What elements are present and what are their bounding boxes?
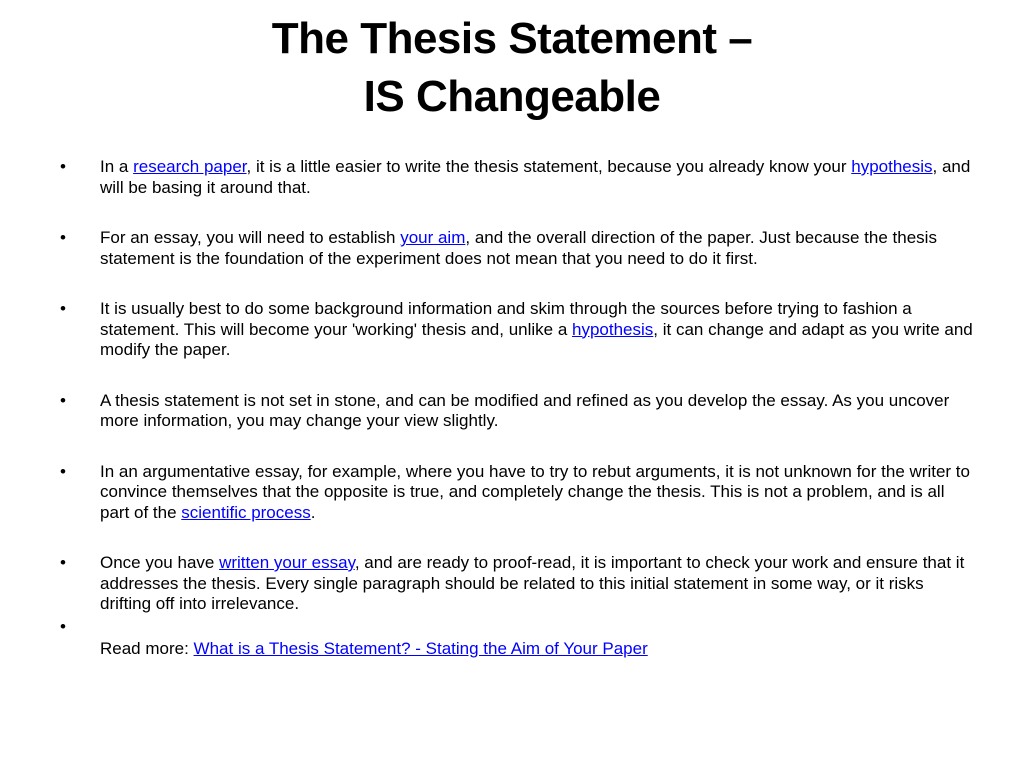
bullet-text: , it is a little easier to write the thesis statement, because you already know your [246, 157, 852, 176]
bullet-item-essay-aim [60, 228, 975, 269]
bullet-item-research-paper [60, 157, 975, 198]
bullet-text: In an argumentative essay, for example, where you have to try to rebut arguments, it is not unknown for the writer to convince themselves that the opposite is true, and completely change the thesis. This is not a problem, and is all part of the [100, 461, 970, 522]
read-more-label: Read more: [100, 638, 194, 658]
link-written-your-essay[interactable]: written your essay [219, 553, 355, 572]
bullet-icon: • [60, 299, 66, 318]
bullet-item-argumentative-essay [60, 462, 975, 524]
bullet-icon: • [60, 390, 66, 410]
link-your-aim[interactable]: your aim [400, 228, 466, 247]
slide-title-line-1: The Thesis Statement – [271, 14, 753, 63]
bullet-item-not-set-in-stone [60, 391, 975, 432]
link-hypothesis[interactable]: hypothesis [572, 319, 654, 339]
link-what-is-a-thesis-statement[interactable]: What is a Thesis Statement? - Stating the Aim of Your Paper [193, 638, 648, 658]
bullet-icon: • [60, 157, 66, 176]
bullet-text: , and the overall direction of the paper. Just because the thesis statement is the foundation of the experiment does not mean that you need to do it first. [100, 228, 937, 268]
bullet-icon: • [60, 228, 66, 247]
bullet-item-read-more [60, 617, 975, 661]
link-research-paper[interactable]: research paper [133, 157, 247, 176]
bullet-item-background-research [60, 299, 975, 361]
bullet-text: , it can change and adapt as you write and modify the paper. [100, 319, 973, 359]
bullet-text: . [310, 502, 316, 522]
bullet-text: For an essay, you will need to establish [100, 228, 401, 247]
slide-title-line-2: IS Changeable [363, 72, 661, 121]
bullet-text: , and are ready to proof-read, it is important to check your work and ensure that it addresses the thesis. Every single paragraph should be related to this initial statement in some way, or it risks drifting off into irrelevance. [100, 553, 965, 613]
link-hypothesis[interactable]: hypothesis [851, 157, 933, 176]
bullet-list [60, 157, 975, 661]
bullet-icon: • [60, 461, 66, 481]
bullet-text: It is usually best to do some background information and skim through the sources before trying to fashion a statement. This will become your 'working' thesis and, unlike a [100, 299, 912, 339]
bullet-text: In a [100, 157, 134, 176]
read-more [100, 617, 975, 660]
bullet-item-proof-read [60, 553, 975, 615]
bullet-text: A thesis statement is not set in stone, and can be modified and refined as you develop the essay. As you uncover more information, you may change your view slightly. [100, 390, 950, 430]
bullet-icon: • [60, 616, 66, 636]
bullet-text: Once you have [100, 553, 220, 572]
slide-title [0, 10, 1024, 126]
link-scientific-process[interactable]: scientific process [181, 502, 311, 522]
bullet-text: , and will be basing it around that. [100, 157, 971, 197]
bullet-icon: • [60, 553, 66, 572]
